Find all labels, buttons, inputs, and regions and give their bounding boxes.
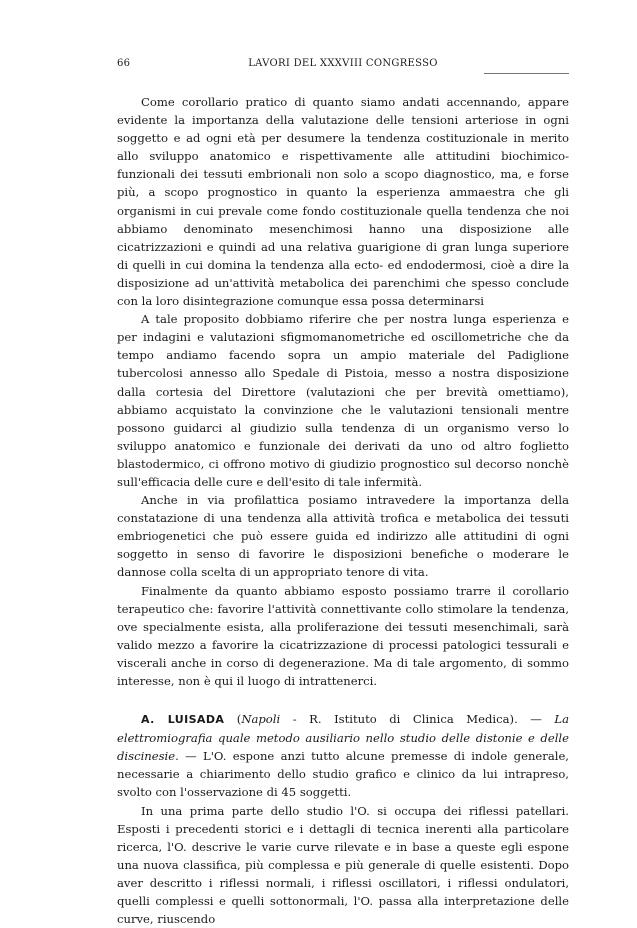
abstract-heading-paragraph: A. LUISADA (Napoli - R. Istituto di Clinica Medica). — La elettromiografia quale metodo ausiliario nello studio delle distonie e delle discinesie. — L'O. espone anzi tutto alcune premesse di indole generale, necessarie a chiarimento dello studio grafico e clinico da lui intrapreso, svolto con l'osservazione di 45 soggetti. [117,712,569,800]
abstract-paragraph: In una prima parte dello studio l'O. si occupa dei riflessi patellari. Esposti i precedenti storici e i dettagli di tecnica inerenti alla particolare ricerca, l'O. descrive le varie curve rilevate e in base a queste egli espone una nuova classifica, più complessa e più generale di quelle esistenti. Dopo aver descritto i riflessi normali, i riflessi oscillatori, i riflessi ondulatori, quelli complessi e quelli sottonormali, l'O. passa alla interpretazione delle curve, riuscendo [117,803,569,927]
header-rule [484,73,569,74]
running-title: LAVORI DEL XXXVIII CONGRESSO [248,58,438,69]
paragraph-corollary: Come corollario pratico di quanto siamo andati accennando, appare evidente la importanza della valutazione delle tensioni arteriose in ogni soggetto e ad ogni età per desumere la tendenza costituzionale in merito allo sviluppo anatomico e rispettivamente alle attitudini biochimico-funzionali dei tessuti embrionali non solo a scopo diagnostico, ma, e forse più, a scopo prognostico in quanto la esperienza ammaestra che gli organismi in cui prevale come fondo costituzionale quella tendenza che noi abbiamo denominato mesenchimosi hanno una disposizione alle cicatrizzazioni e quindi ad una relativa guarigione di gran lunga superiore di quelli in cui domina la tendenza alla ecto- ed endodermosi, cioè a dire la disposizione ad un'attività metabolica dei parenchimi che spesso conclude con la loro disintegrazione comunque essa possa determinarsi [117,95,569,309]
page-header [117,58,569,74]
body-text [117,93,569,928]
abstract-affiliation: - R. Istituto di Clinica Medica). — [280,712,555,727]
abstract-place: Napoli [241,712,281,727]
page-number: 66 [117,58,131,69]
paragraph-experience: A tale proposito dobbiamo riferire che per nostra lunga esperienza e per indagini e valutazioni sfigmomanometriche ed oscillometriche che da tempo andiamo facendo sopra un ampio materiale del Padiglione tubercolosi annesso allo Spedale di Pistoia, messo a nostra disposizione dalla cortesia del Direttore (valutazioni che per brevità omettiamo), abbiamo acquistato la convinzione che le valutazioni tensionali mentre possono guidarci al giudizio sulla tendenza di un organismo verso lo sviluppo anatomico e funzionale dei derivati da uno od altro foglietto blastodermico, ci offrono motivo di giudizio prognostico sul decorso nonchè sull'efficacia delle cure e dell'esito di tale infermità. [117,312,569,489]
abstract-intro: — L'O. espone anzi tutto alcune premesse di indole generale, necessarie a chiarimento dello studio grafico e clinico da lui intrapreso, svolto con l'osservazione di 45 soggetti. [117,749,569,800]
paragraph-therapy: Finalmente da quanto abbiamo esposto possiamo trarre il corollario terapeutico che: favorire l'attività connettivante collo stimolare la tendenza, ove specialmente esista, alla proliferazione dei tessuti mesenchimali, sarà valido mezzo a favorire la cicatrizzazione di processi patologici tessurali e viscerali anche in corso di degenerazione. Ma di tale argomento, di sommo interesse, non è qui il luogo di intrattenerci. [117,583,569,688]
abstract-author: A. LUISADA [141,713,225,727]
paragraph-prophylaxis: Anche in via profilattica posiamo intravedere la importanza della constatazione di una tendenza alla attività trofica e metabolica dei tessuti embriogenetici che può essere guida ed indirizzo alle attitudini di ogni soggetto in senso di favorire le disposizioni benefiche o moderare le dannose colla scelta di un appropriato tenore di vita. [117,493,569,580]
abstract-title: La elettromiografia quale metodo ausiliario nello studio delle distonie e delle discinesie. [117,712,569,764]
